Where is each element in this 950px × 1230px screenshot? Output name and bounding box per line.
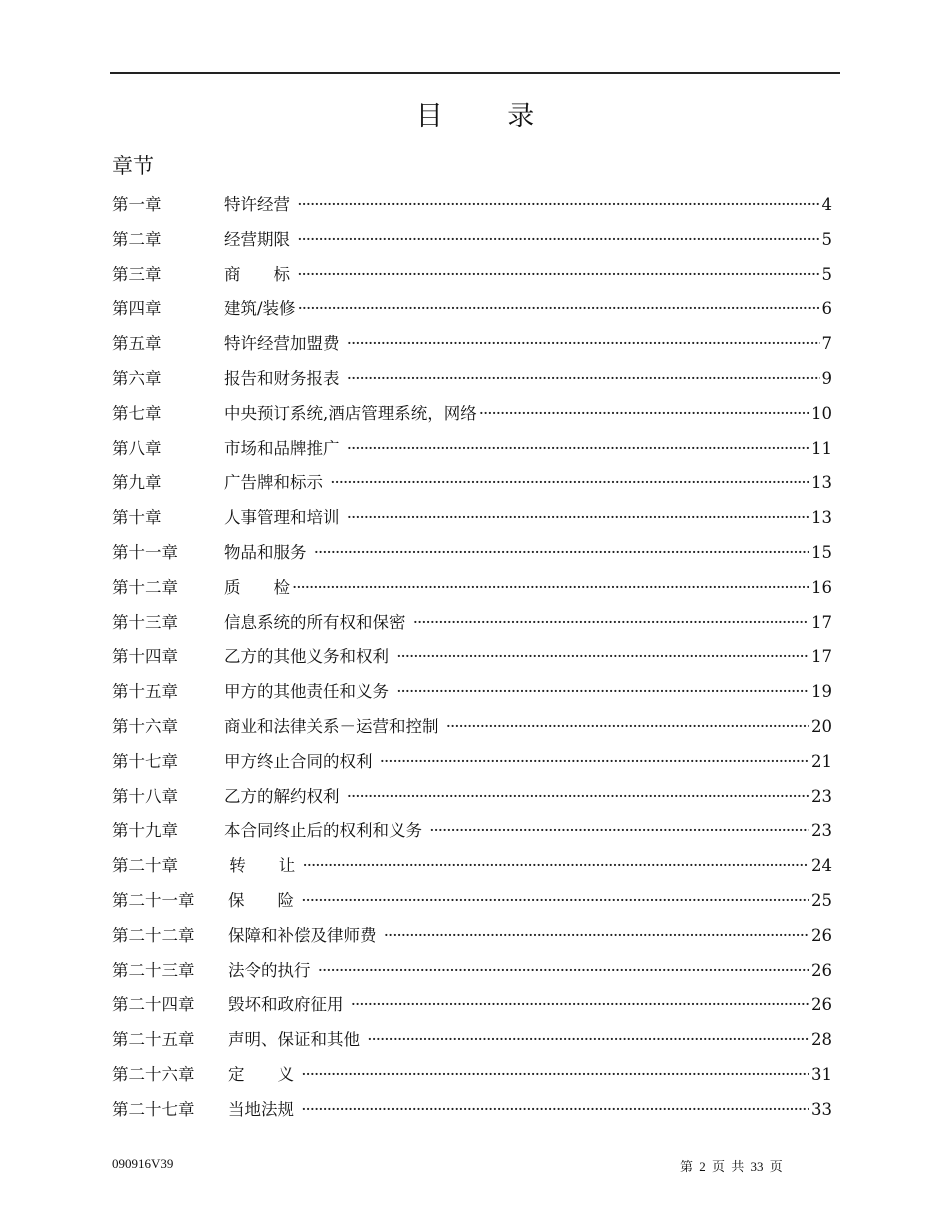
toc-topic: 定 义	[228, 1064, 300, 1084]
toc-dot-leader	[347, 434, 809, 464]
toc-chapter-number: 第十二章	[112, 577, 178, 597]
toc-topic: 物品和服务	[224, 542, 312, 562]
toc-entry[interactable]	[112, 816, 832, 851]
toc-topic: 本合同终止后的权利和义务	[224, 821, 428, 841]
page-number: 第 2 页 共 33 页	[680, 1159, 783, 1174]
toc-entry[interactable]	[112, 608, 832, 643]
toc-topic: 市场和品牌推广	[224, 438, 345, 458]
toc-topic: 经营期限	[224, 229, 296, 249]
toc-topic: 中央预订系统,酒店管理系统，网络	[224, 403, 477, 423]
toc-page-number: 16	[811, 577, 832, 597]
toc-entry[interactable]	[112, 1060, 832, 1095]
toc-dot-leader	[297, 190, 819, 220]
toc-entry[interactable]	[112, 1095, 832, 1130]
toc-dot-leader	[318, 956, 809, 986]
toc-topic: 商业和法律关系－运营和控制	[224, 716, 444, 736]
toc-chapter-number: 第十一章	[112, 542, 178, 562]
toc-chapter-number: 第二章	[112, 229, 162, 249]
toc-dot-leader	[347, 503, 809, 533]
toc-page-number: 5	[821, 264, 832, 284]
toc-topic: 甲方终止合同的权利	[224, 751, 378, 771]
toc-chapter-number: 第十章	[112, 508, 162, 528]
toc-page-number: 15	[811, 542, 832, 562]
toc-dot-leader	[297, 225, 819, 255]
toc-topic: 保 险	[228, 890, 300, 910]
toc-topic: 质 检	[224, 577, 290, 597]
toc-page-number: 24	[811, 856, 832, 876]
toc-dot-leader	[446, 712, 809, 742]
toc-list	[112, 190, 832, 1130]
toc-page-number: 10	[811, 403, 832, 423]
toc-chapter-number: 第十八章	[112, 786, 178, 806]
toc-page-number: 4	[821, 195, 832, 214]
toc-entry[interactable]	[112, 364, 832, 399]
toc-topic: 毁坏和政府征用	[228, 995, 349, 1015]
toc-entry[interactable]	[112, 399, 832, 434]
toc-page-number: 7	[821, 334, 832, 354]
toc-page-number: 28	[811, 1030, 832, 1050]
toc-topic: 保障和补偿及律师费	[228, 925, 382, 945]
toc-entry[interactable]	[112, 1025, 832, 1060]
toc-entry[interactable]	[112, 782, 832, 817]
toc-entry[interactable]	[112, 747, 832, 782]
toc-chapter-number: 第十三章	[112, 612, 178, 632]
toc-entry[interactable]	[112, 294, 832, 329]
toc-title: 目 录	[415, 101, 563, 132]
toc-page-number: 5	[821, 229, 832, 249]
toc-topic: 乙方的其他义务和权利	[224, 647, 395, 667]
toc-page-number: 20	[811, 716, 832, 736]
toc-entry[interactable]	[112, 573, 832, 608]
toc-topic: 建筑/装修	[224, 299, 296, 319]
toc-page-number: 23	[811, 786, 832, 806]
toc-entry[interactable]	[112, 329, 832, 364]
toc-dot-leader	[479, 399, 809, 429]
toc-dot-leader	[314, 538, 809, 568]
toc-page-number: 26	[811, 925, 832, 945]
toc-entry[interactable]	[112, 886, 832, 921]
toc-dot-leader	[351, 990, 809, 1020]
toc-entry[interactable]	[112, 503, 832, 538]
toc-topic: 特许经营加盟费	[224, 334, 345, 354]
toc-topic: 特许经营	[224, 195, 296, 214]
toc-page-number: 13	[811, 473, 832, 493]
toc-dot-leader	[384, 921, 809, 951]
toc-topic: 声明、保证和其他	[228, 1030, 366, 1050]
toc-entry[interactable]	[112, 851, 832, 886]
toc-topic: 广告牌和标示	[224, 473, 329, 493]
toc-page-number: 13	[811, 508, 832, 528]
toc-topic: 转 让	[224, 856, 301, 876]
toc-chapter-number: 第二十五章	[112, 1030, 195, 1050]
toc-topic: 信息系统的所有权和保密	[224, 612, 411, 632]
section-label: 章节	[112, 154, 154, 178]
toc-chapter-number: 第二十七章	[112, 1099, 195, 1119]
toc-chapter-number: 第四章	[112, 299, 162, 319]
toc-entry[interactable]	[112, 538, 832, 573]
toc-entry[interactable]	[112, 434, 832, 469]
toc-topic: 报告和财务报表	[224, 368, 345, 388]
toc-entry[interactable]	[112, 990, 832, 1025]
toc-topic: 商 标	[224, 264, 296, 284]
toc-dot-leader	[396, 642, 809, 672]
toc-dot-leader	[297, 260, 819, 290]
toc-dot-leader	[301, 886, 809, 916]
toc-page-number: 17	[811, 647, 832, 667]
toc-dot-leader	[347, 329, 820, 359]
toc-chapter-number: 第十七章	[112, 751, 178, 771]
toc-chapter-number: 第十四章	[112, 647, 178, 667]
document-code: 090916V39	[112, 1156, 174, 1171]
toc-entry[interactable]	[112, 677, 832, 712]
toc-topic: 乙方的解约权利	[224, 786, 345, 806]
toc-dot-leader	[301, 1060, 809, 1090]
toc-topic: 人事管理和培训	[224, 508, 345, 528]
toc-page-number: 6	[821, 299, 832, 319]
toc-page-number: 9	[821, 368, 832, 388]
toc-chapter-number: 第六章	[112, 368, 162, 388]
toc-entry[interactable]	[112, 921, 832, 956]
toc-dot-leader	[380, 747, 809, 777]
toc-entry[interactable]	[112, 712, 832, 747]
toc-chapter-number: 第八章	[112, 438, 162, 458]
toc-chapter-number: 第二十六章	[112, 1064, 195, 1084]
toc-dot-leader	[303, 851, 810, 881]
toc-dot-leader	[413, 608, 809, 638]
toc-chapter-number: 第一章	[112, 195, 162, 214]
toc-chapter-number: 第二十四章	[112, 995, 195, 1015]
toc-chapter-number: 第七章	[112, 403, 162, 423]
toc-dot-leader	[301, 1095, 809, 1125]
toc-entry[interactable]	[112, 190, 832, 225]
toc-chapter-number: 第十九章	[112, 821, 178, 841]
toc-page-number: 31	[811, 1064, 832, 1084]
toc-dot-leader	[396, 677, 809, 707]
toc-chapter-number: 第五章	[112, 334, 162, 354]
toc-dot-leader	[298, 294, 820, 324]
toc-page-number: 21	[811, 751, 832, 771]
toc-dot-leader	[347, 364, 820, 394]
toc-page-number: 23	[811, 821, 832, 841]
toc-entry[interactable]	[112, 260, 832, 295]
toc-chapter-number: 第二十三章	[112, 960, 195, 980]
toc-chapter-number: 第九章	[112, 473, 162, 493]
toc-dot-leader	[347, 782, 809, 812]
toc-chapter-number: 第二十章	[112, 856, 178, 876]
toc-page-number: 25	[811, 890, 832, 910]
toc-dot-leader	[330, 468, 809, 498]
toc-page-number: 17	[811, 612, 832, 632]
toc-page-number: 33	[811, 1099, 832, 1119]
toc-topic: 当地法规	[228, 1099, 300, 1119]
toc-dot-leader	[429, 816, 809, 846]
toc-chapter-number: 第三章	[112, 264, 162, 284]
toc-page-number: 26	[811, 960, 832, 980]
toc-dot-leader	[367, 1025, 809, 1055]
header-rule	[110, 72, 840, 74]
toc-page-number: 11	[811, 438, 832, 458]
toc-page-number: 19	[811, 682, 832, 702]
toc-chapter-number: 第十六章	[112, 716, 178, 736]
toc-entry[interactable]	[112, 642, 832, 677]
toc-entry[interactable]	[112, 225, 832, 260]
toc-page-number: 26	[811, 995, 832, 1015]
toc-topic: 甲方的其他责任和义务	[224, 682, 395, 702]
toc-chapter-number: 第二十一章	[112, 890, 195, 910]
toc-topic: 法令的执行	[228, 960, 316, 980]
toc-entry[interactable]	[112, 468, 832, 503]
toc-chapter-number: 第二十二章	[112, 925, 195, 945]
toc-dot-leader	[292, 573, 809, 603]
toc-chapter-number: 第十五章	[112, 682, 178, 702]
toc-entry[interactable]	[112, 956, 832, 991]
